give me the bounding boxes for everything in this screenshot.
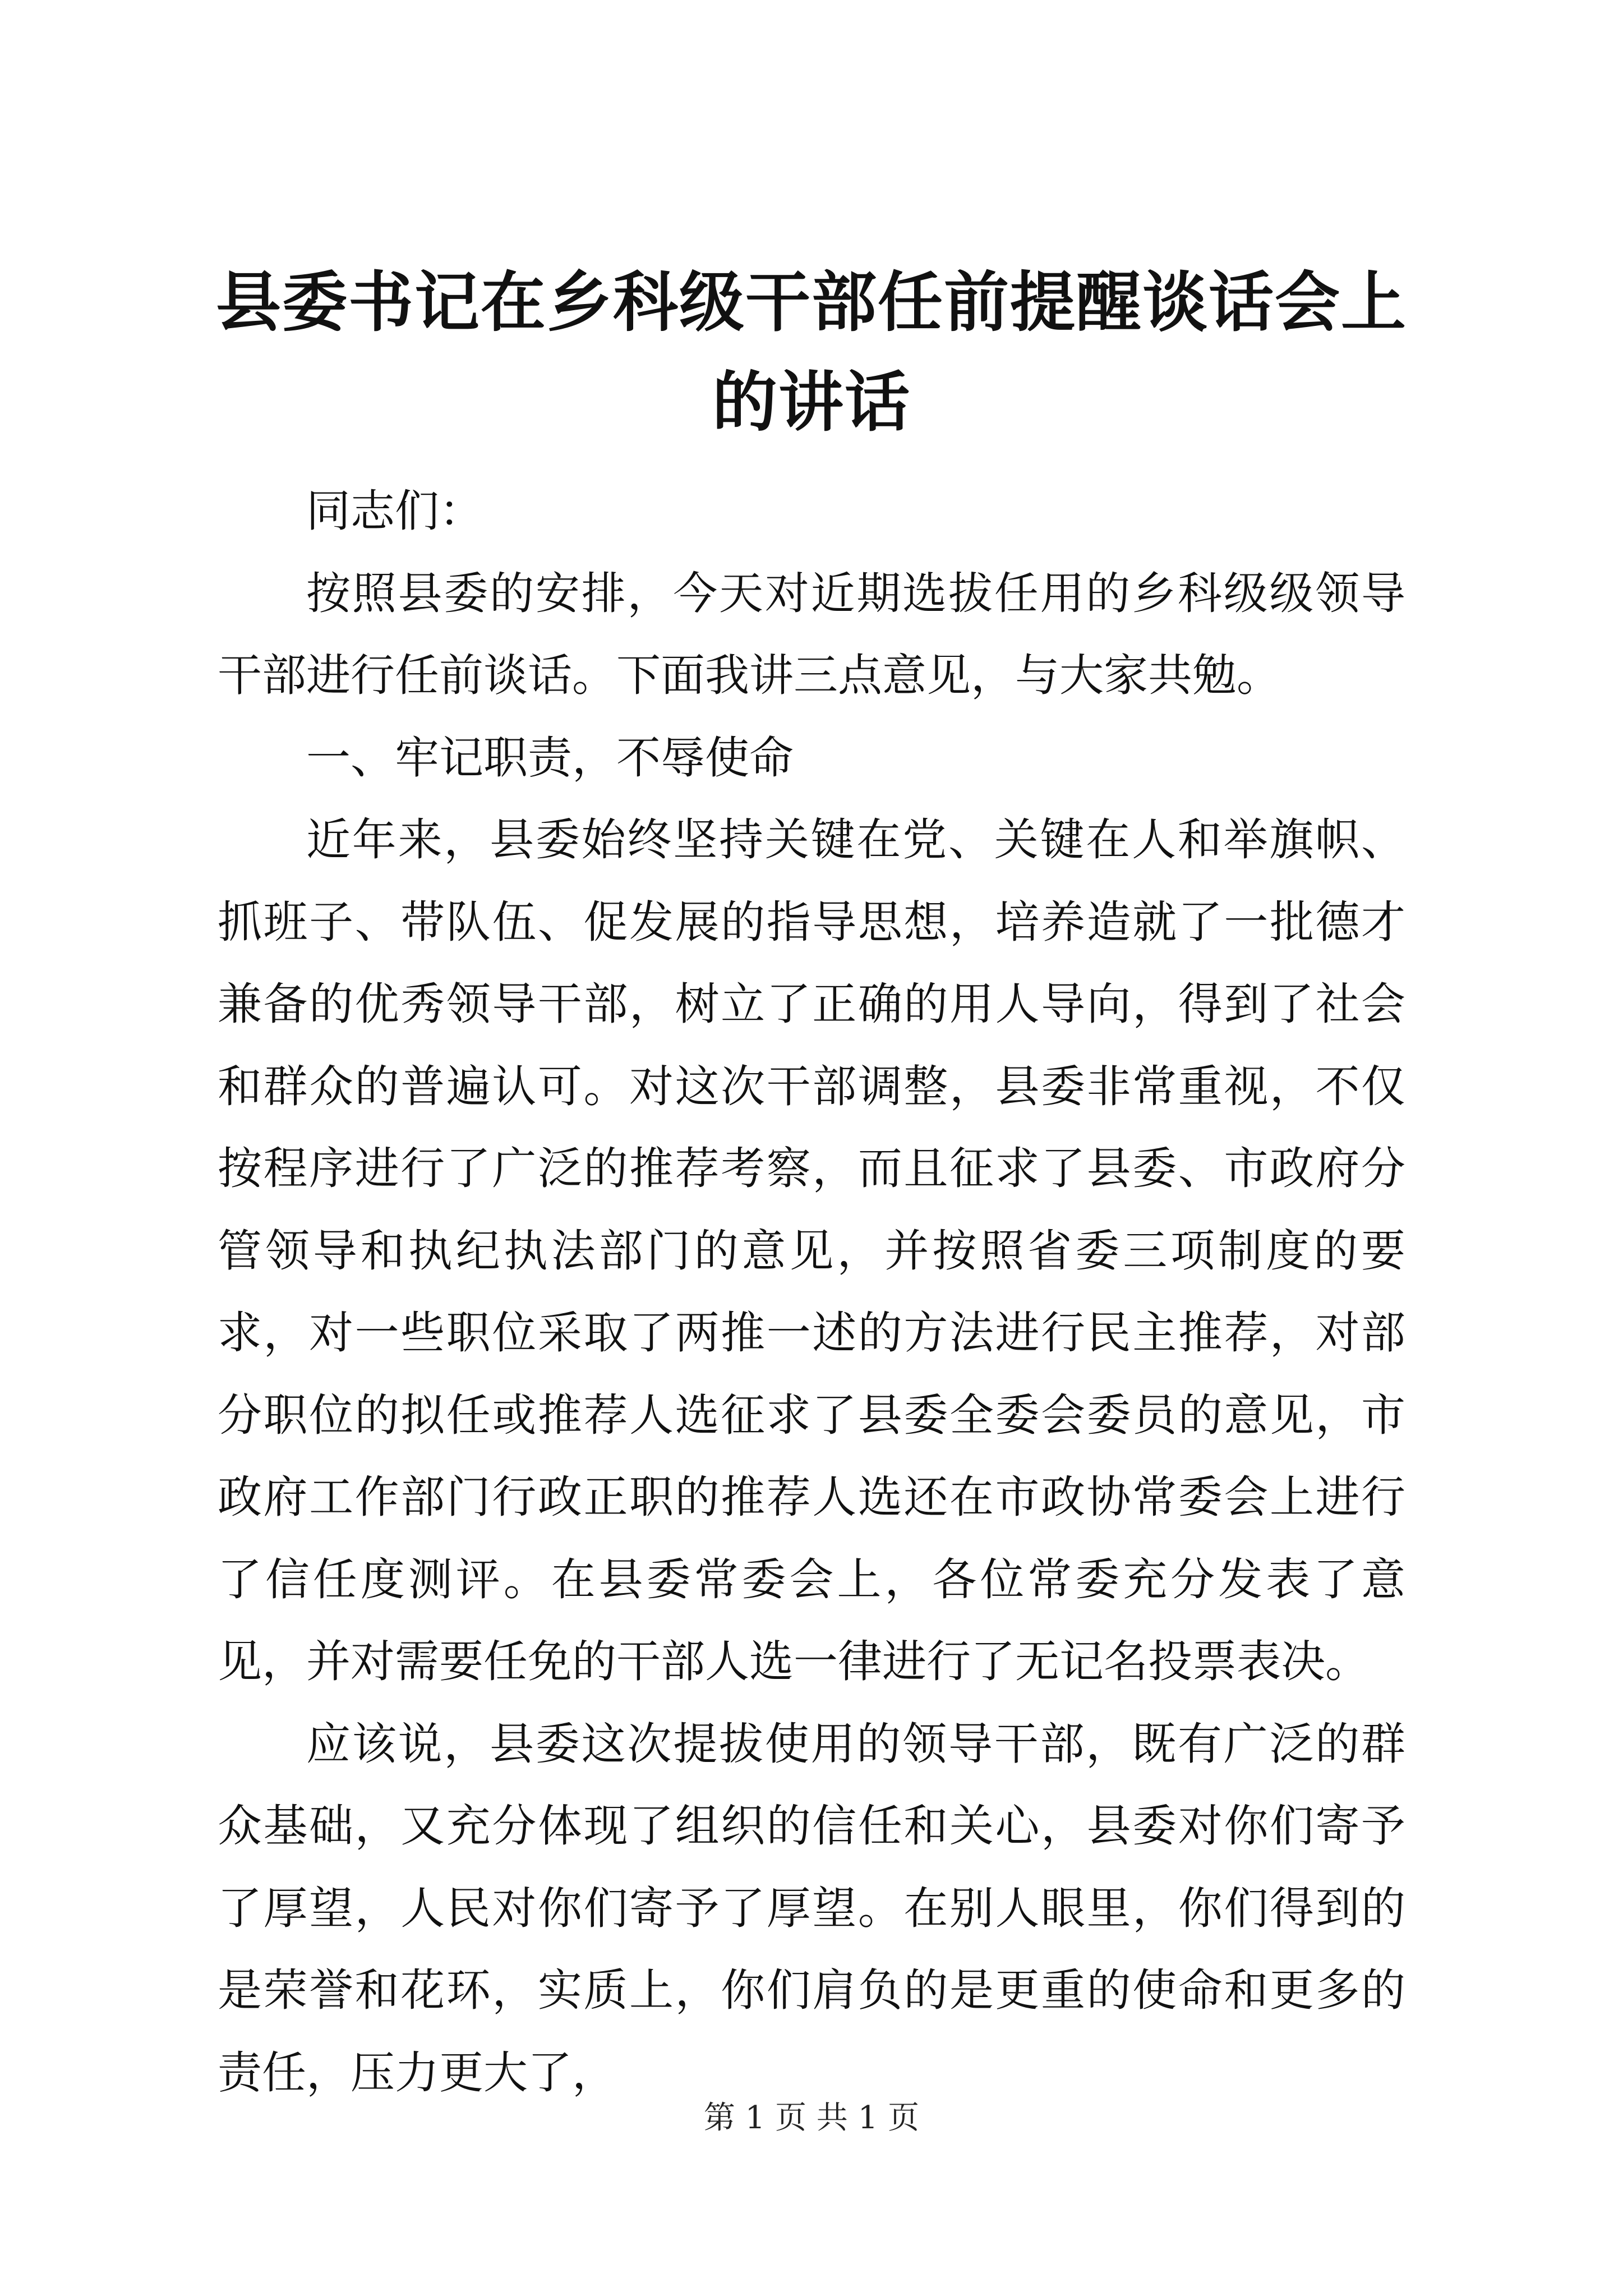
page-number-footer: 第 1 页 共 1 页 (703, 2100, 920, 2136)
section-heading: 一、牢记职责，不辱使命 (306, 731, 794, 784)
paragraph: 应该说，县委这次提拔使用的领导干部，既有广泛的群众基础，又充分体现了组织的信任和关心，县委对你们寄予了厚望，人民对你们寄予了厚望。在别人眼里，你们得到的是荣誉和花环，实质上，你们肩负的是更重的使命和更多的责任，压力更大了， (218, 1718, 1405, 2099)
document-title: 县委书记在乡科级干部任前提醒谈话会上的讲话 (216, 264, 1407, 440)
salutation: 同志们： (306, 485, 483, 537)
document-body (218, 470, 1405, 2114)
paragraph: 近年来，县委始终坚持关键在党、关键在人和举旗帜、抓班子、带队伍、促发展的指导思想，培养造就了一批德才兼备的优秀领导干部，树立了正确的用人导向，得到了社会和群众的普遍认可。对这次干部调整，县委非常重视，不仅按程序进行了广泛的推荐考察，而且征求了县委、市政府分管领导和执纪执法部门的意见，并按照省委三项制度的要求，对一些职位采取了两推一述的方法进行民主推荐，对部分职位的拟任或推荐人选征求了县委全委会委员的意见，市政府工作部门行政正职的推荐人选还在市政协常委会上进行了信任度测评。在县委常委会上，各位常委充分发表了意见，并对需要任免的干部人选一律进行了无记名投票表决。 (218, 814, 1405, 1687)
paragraph: 按照县委的安排，今天对近期选拔任用的乡科级级领导干部进行任前谈话。下面我讲三点意见，与大家共勉。 (218, 567, 1405, 701)
